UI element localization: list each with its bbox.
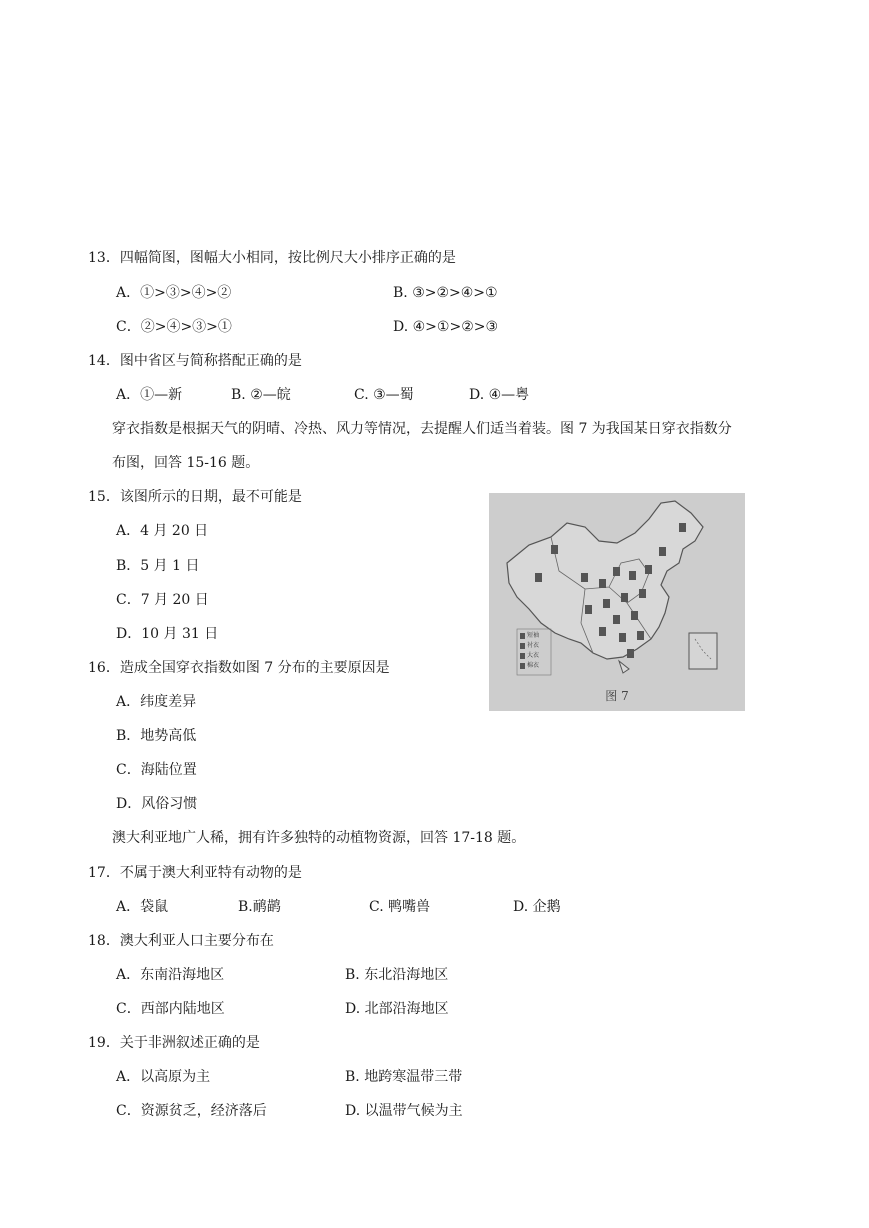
legend-label-1: 短袖 — [527, 632, 540, 639]
q17-option-b: B.鸸鹋 — [238, 899, 281, 915]
q18-option-d: D. 北部沿海地区 — [345, 1001, 449, 1017]
q18-stem: 18．澳大利亚人口主要分布在 — [88, 933, 274, 949]
figure-7-clothing-index-map — [489, 493, 745, 711]
q13-option-d: D. ④>①>②>③ — [393, 319, 499, 335]
q19-stem: 19．关于非洲叙述正确的是 — [88, 1035, 260, 1051]
q13-option-b: B. ③>②>④>① — [393, 285, 498, 301]
q14-option-d: D. ④—粤 — [469, 387, 530, 403]
q13-option-c: C．②>④>③>① — [116, 319, 232, 335]
q17-stem: 17．不属于澳大利亚特有动物的是 — [88, 865, 302, 881]
q15-option-c: C．7 月 20 日 — [116, 592, 209, 608]
q18-option-a: A．东南沿海地区 — [116, 967, 225, 983]
q16-option-d: D．风俗习惯 — [116, 796, 198, 812]
intro-15-16-line1: 穿衣指数是根据天气的阴晴、冷热、风力等情况，去提醒人们适当着装。图 7 为我国某日穿衣指数分 — [112, 421, 732, 437]
china-map-image — [489, 493, 745, 711]
q14-option-b: B. ②—皖 — [231, 387, 291, 403]
q13-stem: 13．四幅简图，图幅大小相同，按比例尺大小排序正确的是 — [88, 250, 456, 266]
q14-stem: 14．图中省区与简称搭配正确的是 — [88, 353, 302, 369]
q18-option-c: C．西部内陆地区 — [116, 1001, 225, 1017]
q16-option-c: C．海陆位置 — [116, 762, 197, 778]
q17-option-d: D. 企鹅 — [513, 899, 561, 915]
q19-option-a: A．以高原为主 — [116, 1069, 211, 1085]
legend-labels — [527, 631, 539, 671]
figure-caption: 图 7 — [605, 689, 629, 703]
q14-option-c: C. ③—蜀 — [354, 387, 414, 403]
q15-option-d: D．10 月 31 日 — [116, 626, 219, 642]
q19-option-b: B. 地跨寒温带三带 — [345, 1069, 463, 1085]
legend-label-3: 大衣 — [527, 652, 540, 659]
q19-option-d: D. 以温带气候为主 — [345, 1103, 463, 1119]
q16-option-b: B．地势高低 — [116, 728, 197, 744]
q15-stem: 15．该图所示的日期，最不可能是 — [88, 489, 302, 505]
q15-option-a: A．4 月 20 日 — [116, 523, 209, 539]
q15-option-b: B．5 月 1 日 — [116, 558, 200, 574]
q18-option-b: B. 东北沿海地区 — [345, 967, 449, 983]
q13-option-a: A．①>③>④>② — [116, 285, 232, 301]
q16-option-a: A．纬度差异 — [116, 694, 197, 710]
q14-option-a: A．①—新 — [116, 387, 183, 403]
q17-option-a: A．袋鼠 — [116, 899, 169, 915]
legend-label-2: 衬衣 — [527, 642, 540, 649]
legend-label-4: 棉衣 — [527, 662, 540, 669]
q19-option-c: C．资源贫乏，经济落后 — [116, 1103, 267, 1119]
intro-17-18: 澳大利亚地广人稀，拥有许多独特的动植物资源，回答 17-18 题。 — [112, 830, 526, 846]
q16-stem: 16．造成全国穿衣指数如图 7 分布的主要原因是 — [88, 660, 390, 676]
intro-15-16-line2: 布图，回答 15-16 题。 — [112, 455, 260, 471]
q17-option-c: C. 鸭嘴兽 — [369, 899, 431, 915]
